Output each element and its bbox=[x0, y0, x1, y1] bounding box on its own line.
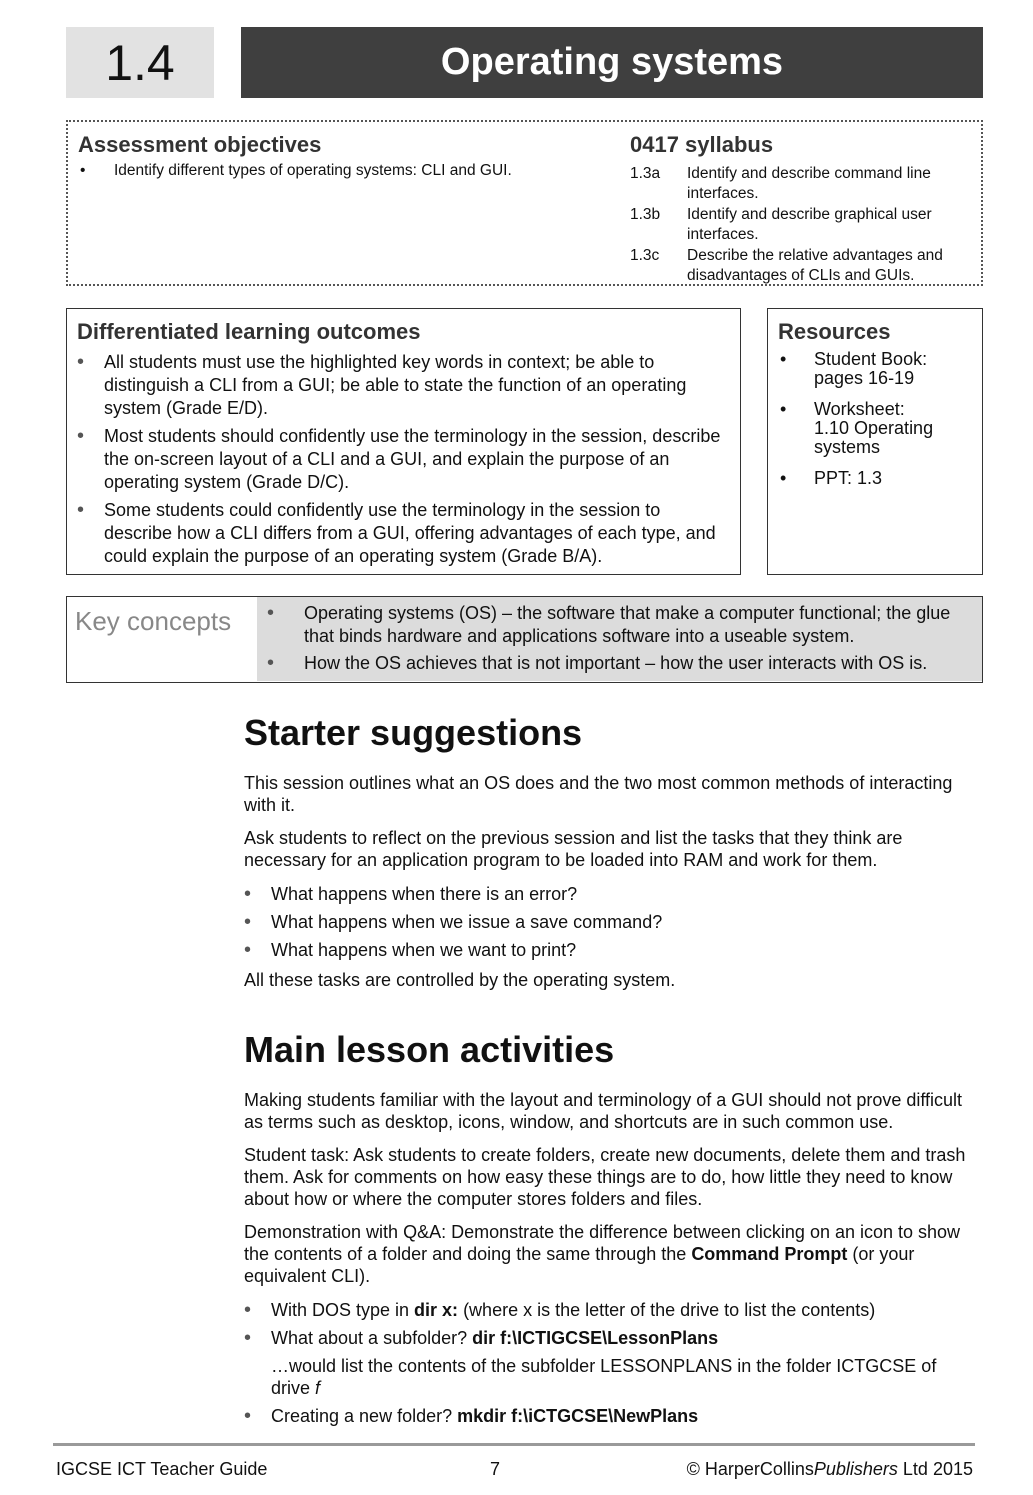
syllabus-row bbox=[630, 205, 975, 245]
sub-paragraph: …would list the contents of the subfolder LESSONPLANS in the folder ICTGCSE of drive f bbox=[271, 1356, 937, 1398]
resource-line: systems bbox=[814, 437, 881, 457]
bullet-icon: • bbox=[244, 1405, 252, 1427]
resource-line: Student Book: bbox=[814, 349, 928, 369]
list-item-text: What happens when we want to print? bbox=[271, 940, 577, 960]
syllabus-list bbox=[630, 164, 975, 287]
syllabus-row bbox=[630, 164, 975, 204]
syllabus-code: 1.3b bbox=[630, 206, 661, 223]
bullet-icon: • bbox=[77, 425, 85, 447]
outcome-text: Most students should confidently use the terminology in the session, describe the on-screen layout of a CLI and a GUI, and explain the purpose of an operating system (Grade D/C). bbox=[104, 426, 721, 492]
key-concepts-body bbox=[257, 597, 982, 681]
list-item bbox=[244, 1405, 974, 1427]
bullet-icon: • bbox=[244, 883, 252, 905]
syllabus-heading: 0417 syllabus bbox=[630, 132, 774, 157]
list-item bbox=[244, 939, 974, 961]
list-item bbox=[78, 162, 598, 180]
assessment-list bbox=[78, 162, 598, 180]
outcome-text: All students must use the highlighted key words in context; be able to distinguish a CLI from a GUI; be able to state the function of an operating system (Grade E/D). bbox=[104, 352, 687, 418]
resource-line: PPT: 1.3 bbox=[814, 468, 883, 488]
bullet-icon: • bbox=[244, 911, 252, 933]
paragraph: All these tasks are controlled by the operating system. bbox=[244, 970, 676, 990]
outcome-text: Some students could confidently use the terminology in the session to describe how a CLI differs from a GUI, offering advantages of each type, and could explain the purpose of an operating system (Grade B/A). bbox=[104, 500, 716, 566]
cli-list bbox=[244, 1299, 974, 1427]
bullet-icon: • bbox=[267, 602, 275, 624]
assessment-heading: Assessment objectives bbox=[78, 132, 322, 157]
page-number: 7 bbox=[490, 1459, 501, 1479]
paragraph: This session outlines what an OS does and the two most common methods of interacting with it. bbox=[244, 773, 953, 815]
main-activities-heading: Main lesson activities bbox=[244, 1029, 615, 1070]
resources-heading: Resources bbox=[778, 319, 891, 344]
key-concept-text: How the OS achieves that is not important – how the user interacts with OS is. bbox=[304, 653, 928, 673]
syllabus-text: Identify and describe command line interfaces. bbox=[687, 165, 931, 202]
syllabus-text: Identify and describe graphical user interfaces. bbox=[687, 206, 932, 243]
syllabus-code: 1.3a bbox=[630, 165, 661, 182]
paragraph: Demonstration with Q&A: Demonstrate the difference between clicking on an icon to show the contents of a folder and doing the same through the Command Prompt (or your equivalent CLI). bbox=[244, 1222, 961, 1286]
key-concepts-label: Key concepts bbox=[67, 597, 257, 681]
starter-list bbox=[244, 883, 974, 961]
resources-box bbox=[767, 308, 983, 575]
assessment-box bbox=[66, 120, 983, 286]
paragraph: Student task: Ask students to create folders, create new documents, delete them and trash them. Ask for comments on how easy these things are to do, how little they need to know about how or where the computer stores folders and files. bbox=[244, 1145, 966, 1209]
list-item bbox=[77, 425, 727, 494]
paragraph: Making students familiar with the layout and terminology of a GUI should not prove difficult as terms such as desktop, icons, window, and shortcuts are in such common use. bbox=[244, 1090, 963, 1132]
list-item bbox=[267, 652, 974, 675]
assessment-item-text: Identify different types of operating systems: CLI and GUI. bbox=[114, 162, 512, 179]
syllabus-row bbox=[630, 246, 975, 286]
list-item bbox=[244, 1299, 974, 1321]
list-item bbox=[778, 400, 978, 457]
list-item bbox=[77, 351, 727, 420]
list-item-text: With DOS type in dir x: (where x is the letter of the drive to list the contents) bbox=[271, 1300, 876, 1320]
bullet-icon: • bbox=[244, 1327, 252, 1349]
footer-copyright: © HarperCollinsPublishers Ltd 2015 bbox=[686, 1459, 973, 1479]
bullet-icon: • bbox=[780, 468, 787, 488]
bullet-icon: • bbox=[780, 399, 787, 419]
footer-book-title: IGCSE ICT Teacher Guide bbox=[56, 1459, 268, 1479]
list-item bbox=[244, 911, 974, 933]
outcomes-box bbox=[66, 308, 741, 575]
paragraph: Ask students to reflect on the previous session and list the tasks that they think are necessary for an application program to be loaded into RAM and work for them. bbox=[244, 828, 903, 870]
main-content bbox=[244, 712, 974, 1433]
list-item-text: What happens when there is an error? bbox=[271, 884, 578, 904]
list-item-text: Creating a new folder? mkdir f:\iCTGCSE\NewPlans bbox=[271, 1406, 699, 1426]
bullet-icon: • bbox=[77, 499, 85, 521]
starter-heading: Starter suggestions bbox=[244, 712, 583, 753]
key-concepts-box bbox=[66, 596, 983, 683]
resource-line: Worksheet: bbox=[814, 399, 905, 419]
bullet-icon: • bbox=[780, 349, 787, 369]
resources-list bbox=[778, 350, 978, 500]
list-item bbox=[267, 602, 974, 648]
page-title: Operating systems bbox=[241, 27, 983, 98]
footer-divider bbox=[53, 1443, 975, 1446]
syllabus-text: Describe the relative advantages and disadvantages of CLIs and GUIs. bbox=[687, 247, 943, 284]
section-number: 1.4 bbox=[66, 27, 214, 98]
list-item bbox=[77, 499, 727, 568]
list-item bbox=[244, 1327, 974, 1349]
bullet-icon: • bbox=[80, 162, 86, 179]
list-item bbox=[778, 350, 978, 388]
bullet-icon: • bbox=[244, 939, 252, 961]
key-concept-text: Operating systems (OS) – the software that make a computer functional; the glue that binds hardware and applications software into a useable system. bbox=[304, 603, 951, 646]
list-item-text: What about a subfolder? dir f:\ICTIGCSE\LessonPlans bbox=[271, 1328, 719, 1348]
outcomes-list bbox=[77, 351, 727, 573]
bullet-icon: • bbox=[244, 1299, 252, 1321]
bullet-icon: • bbox=[77, 351, 85, 373]
outcomes-heading: Differentiated learning outcomes bbox=[77, 319, 421, 344]
list-item-text: What happens when we issue a save command? bbox=[271, 912, 663, 932]
resource-line: pages 16-19 bbox=[814, 368, 915, 388]
bullet-icon: • bbox=[267, 652, 275, 674]
syllabus-code: 1.3c bbox=[630, 247, 660, 264]
list-item bbox=[244, 883, 974, 905]
resource-line: 1.10 Operating bbox=[814, 418, 934, 438]
list-item bbox=[778, 469, 978, 488]
